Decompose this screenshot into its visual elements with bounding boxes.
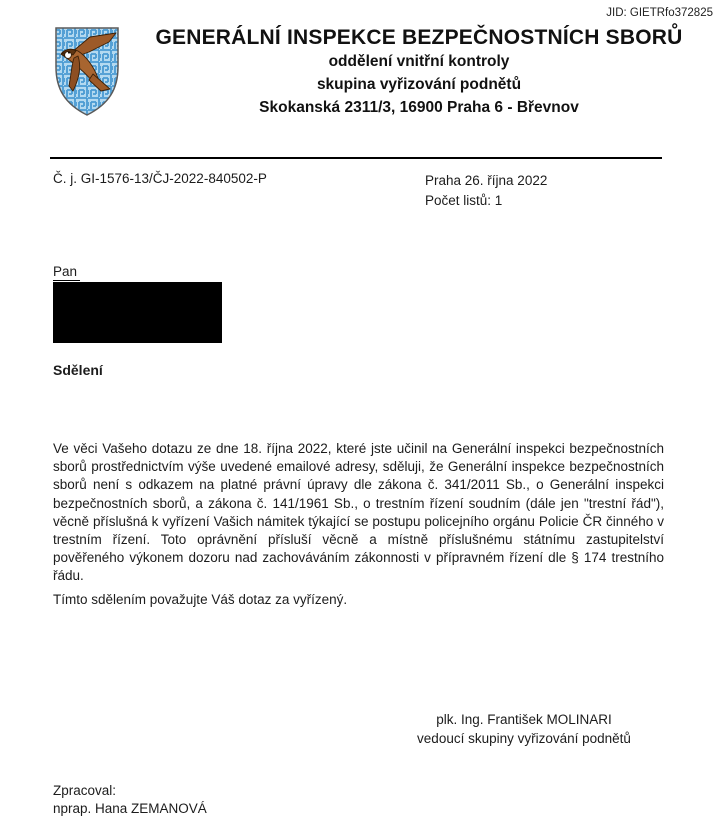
- organization-address: Skokanská 2311/3, 16900 Praha 6 - Břevnov: [259, 99, 579, 116]
- date-block: [425, 171, 547, 211]
- letterhead: [130, 26, 708, 119]
- processed-by-name: nprap. Hana ZEMANOVÁ: [53, 801, 207, 816]
- body-paragraph-2: Tímto sdělením považujte Váš dotaz za vyřízený.: [53, 592, 348, 607]
- place-and-date: Praha 26. října 2022: [425, 173, 548, 188]
- header-divider-line: [50, 157, 662, 159]
- file-reference-number: Č. j. GI-1576-13/ČJ-2022-840502-P: [53, 171, 267, 186]
- subject-heading: Sdělení: [53, 362, 103, 378]
- addressee-salutation: Pan: [53, 264, 80, 281]
- signatory-title: vedoucí skupiny vyřizování podnětů: [417, 730, 631, 746]
- document-jid: JID: GIETRfo372825: [606, 7, 713, 19]
- processed-by-label: Zpracoval:: [53, 783, 117, 798]
- body-paragraph-1: Ve věci Vašeho dotazu ze dne 18. října 2022, které jste učinil na Generální inspekci bezpečnostních sborů prostřednictvím výše uvedené emailové adresy, sděluji, že Generální inspekce bezpečnostních sborů není s odkazem na platné právní úpravy dle zákona č. 341/2011 Sb., o Generální inspekci bezpečnostních sborů, a zákona č. 141/1961 Sb., o trestním řízení soudním (dále jen "trestní řád"), věcně příslušná k vyřízení Vašich námitek týkající se postupu policejního orgánu Policie ČR činného v trestním řízení. Toto oprávnění přísluší věcně a místně příslušnému státnímu zastupitelství pověřeného výkonem dozoru nad zachováváním zákonnosti v přípravném řízení dle § 174 trestního řádu.: [53, 441, 664, 584]
- organization-name: GENERÁLNÍ INSPEKCE BEZPEČNOSTNÍCH SBORŮ: [155, 26, 683, 49]
- group-name: skupina vyřizování podnětů: [316, 76, 522, 93]
- signatory-name: plk. Ing. František MOLINARI: [436, 712, 612, 727]
- gibs-coat-of-arms-icon: [52, 25, 122, 117]
- redacted-addressee-block: [53, 282, 222, 343]
- processed-by-block: [53, 782, 207, 818]
- page-count: Počet listů: 1: [425, 193, 503, 208]
- department-name: oddělení vnitřní kontroly: [328, 53, 510, 70]
- signature-block: [330, 711, 718, 748]
